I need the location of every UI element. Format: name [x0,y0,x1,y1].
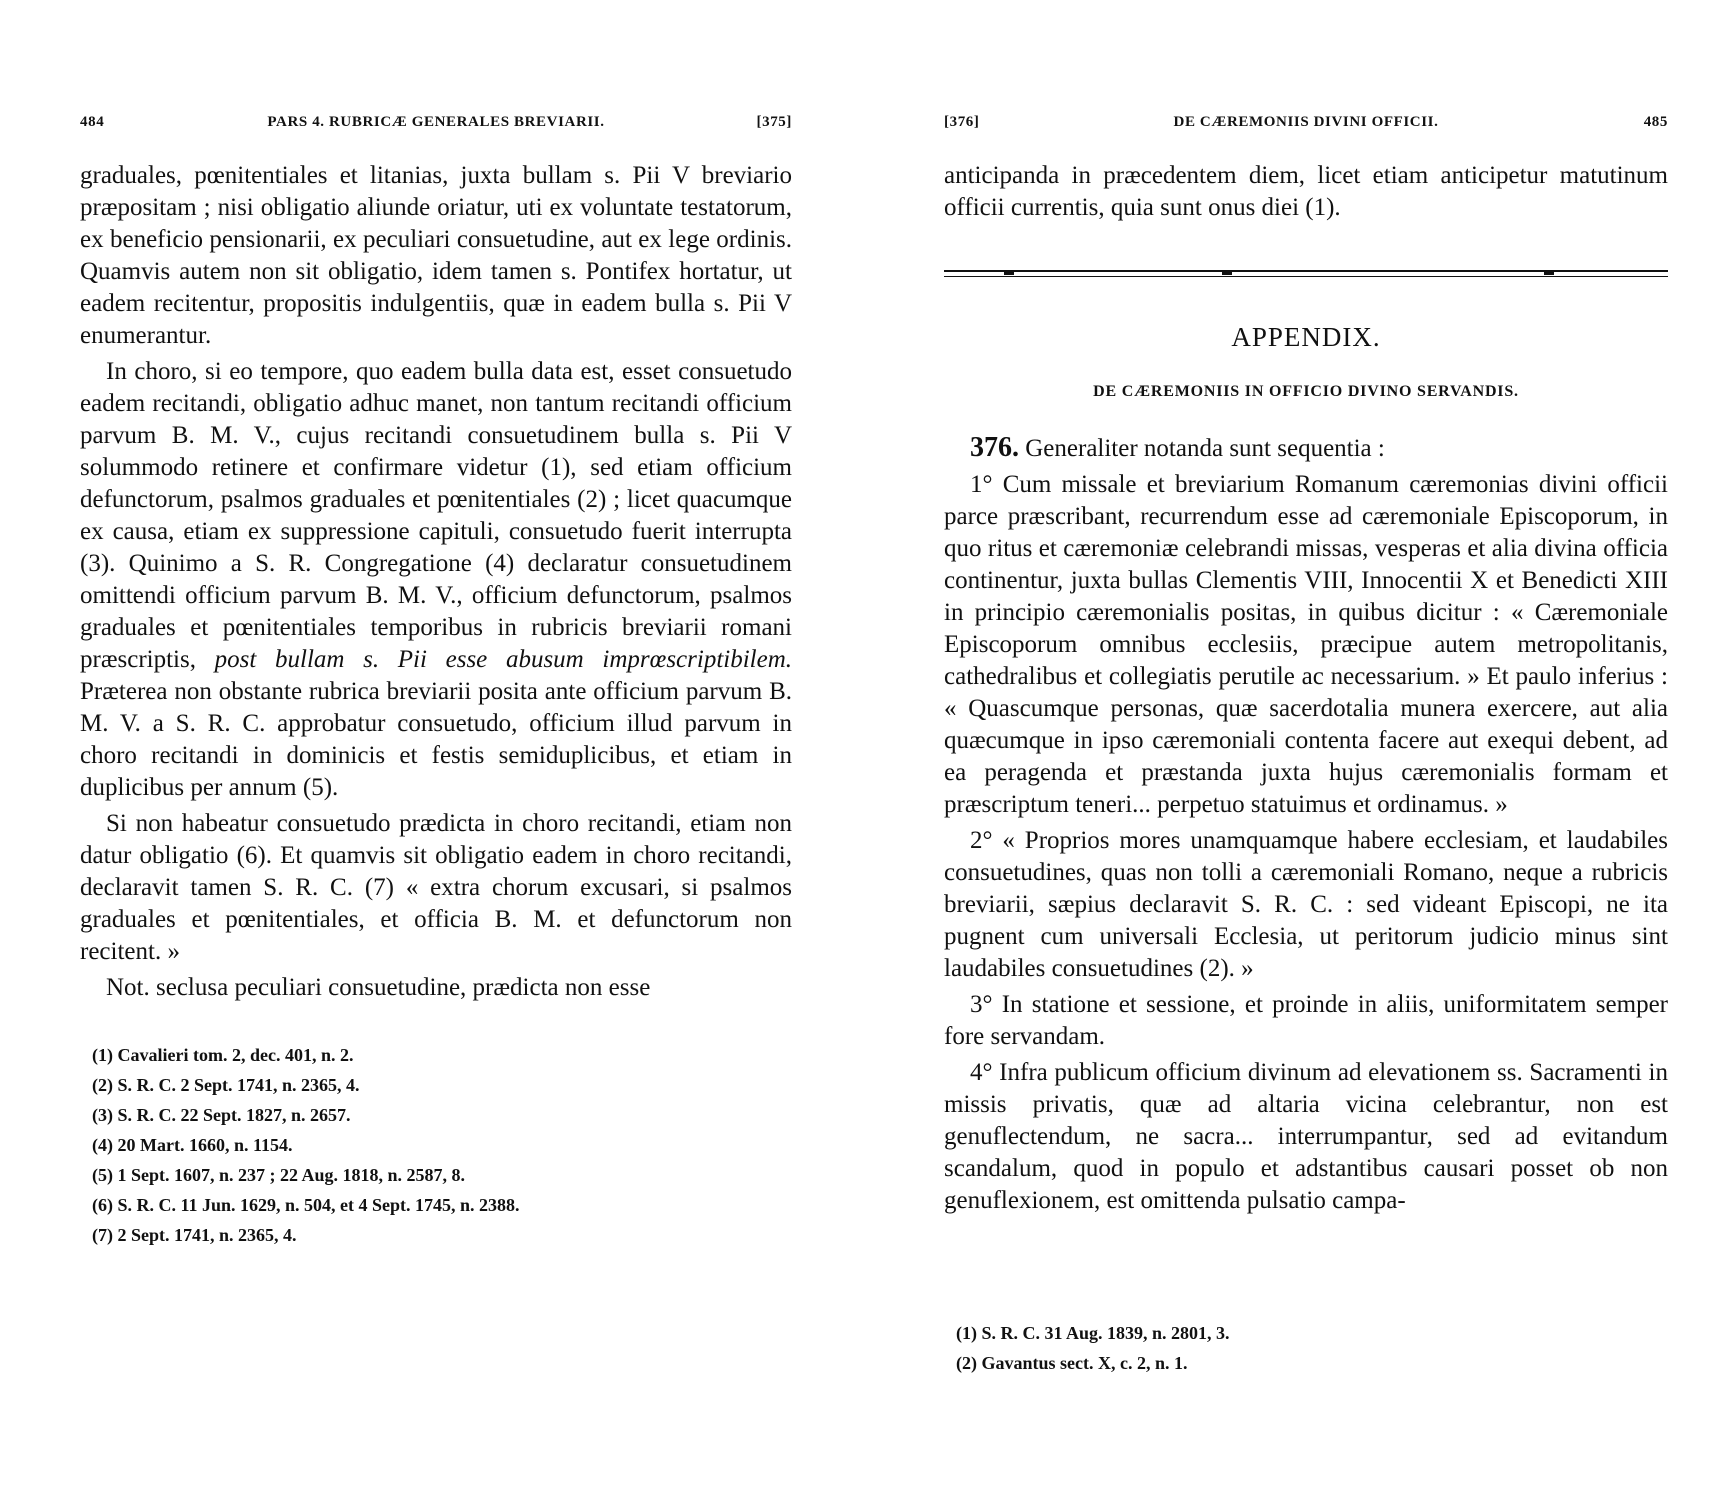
paragraph-text: In choro, si eo tempore, quo eadem bulla data est, esset consuetudo eadem recitandi, obligatio adhuc manet, non tantum recitandi officium parvum B. M. V., cujus recitandi consuetudinem bulla s. Pii V solummodo retinere et confirmare videtur (1), sed etiam officium defunctorum, psalmos graduales et pœnitentiales (2) ; licet quacumque ex causa, etiam ex suppressione capituli, consuetudo fuerit interrupta (3). Quinimo a S. R. Congregatione (4) declaratur consuetudinem omittendi officium parvum B. M. V., officium defunctorum, psalmos graduales et pœnitentiales temporibus in rubricis breviarii romani præscriptis, [80,358,792,673]
paragraph: 1° Cum missale et breviarium Romanum cæremonias divini officii parce præscribant, recurrendum esse ad cæremoniale Episcoporum, in quo ritus et cæremoniæ celebrandi missas, vesperas et alia divina officia continentur, juxta bullas Clementis VIII, Innocentii X et Benedicti XIII in principio cæremonialis positas, in quibus dicitur : « Cæremoniale Episcoporum omnibus ecclesiis, præcipue autem metropolitanis, cathedralibus et collegiatis perutile ac necessarium. » Et paulo inferius : « Quascumque personas, quæ sacerdotalia munera exercere, aut alia quæcumque in ipso cæremoniali contenta facere aut exequi debent, ad ea peragenda et præstanda juxta hujus cæremonialis formam et præscriptum teneri... perpetuo statuimus et ordinamus. » [944,471,1668,818]
right-page-number: 485 [1643,114,1668,130]
left-body-text [80,160,792,1008]
footnote: (7) 2 Sept. 1741, n. 2365, 4. [92,1225,297,1245]
right-opening-text [944,160,1668,228]
right-running-head [944,114,1668,138]
paragraph: Si non habeatur consuetudo prædicta in choro recitandi, etiam non datur obligatio (6). Et quamvis sit obligatio eadem in choro recitandi, declaravit tamen S. R. C. (7) « extra chorum excusari, si psalmos graduales et pœnitentiales, et officia B. M. et defunctorum non recitent. » [80,810,792,965]
left-page-number: 484 [80,114,105,130]
left-footnotes [92,1040,792,1250]
paragraph: 4° Infra publicum officium divinum ad elevationem ss. Sacramenti in missis privatis, quæ ad altaria vicina celebrantur, non est genuflectendum, ne sacra... interrumpantur, sed ad evitandum scandalum, quod in populo et adstantibus causari posset ob non genuflexionem, est omittenda pulsatio campa- [944,1059,1668,1214]
left-section-marker: [375] [756,114,792,130]
left-running-head [80,114,792,138]
ornamental-rule [944,270,1668,280]
paragraph: 3° In statione et sessione, et proinde in aliis, uniformitatem semper fore servandam. [944,991,1668,1050]
footnote: (4) 20 Mart. 1660, n. 1154. [92,1135,293,1155]
paragraph [80,356,792,804]
appendix-title: APPENDIX. [1231,322,1381,352]
footnote: (1) S. R. C. 31 Aug. 1839, n. 2801, 3. [956,1323,1230,1343]
italic-phrase: post bullam s. Pii esse abusum imprœscriptibilem. [214,646,792,673]
right-body-text [944,432,1668,1221]
paragraph: anticipanda in præcedentem diem, licet etiam anticipetur matutinum officii currentis, quia sunt onus diei (1). [944,162,1668,221]
footnote: (5) 1 Sept. 1607, n. 237 ; 22 Aug. 1818, n. 2587, 8. [92,1165,466,1185]
section-heading-paragraph [944,432,1668,465]
paragraph-text: Præterea non obstante rubrica breviarii posita ante officium parvum B. M. V. a S. R. C. approbatur consuetudo, officium illud parvum in choro recitandi in dominicis et festis semiduplicibus, et etiam in duplicibus per annum (5). [80,678,792,801]
right-running-title: DE CÆREMONIIS DIVINI OFFICII. [1173,114,1439,130]
right-section-marker: [376] [944,114,980,130]
section-number: 376. [970,432,1019,463]
footnote: (3) S. R. C. 22 Sept. 1827, n. 2657. [92,1105,351,1125]
appendix-subtitle: DE CÆREMONIIS IN OFFICIO DIVINO SERVANDIS. [1093,383,1519,400]
paragraph: 2° « Proprios mores unamquamque habere ecclesiam, et laudabiles consuetudines, quas non tolli a cæremoniali Romano, neque a rubricis breviarii, sæpius declaravit S. R. C. : sed videant Episcopi, ne ita pugnent cum universali Ecclesia, ut peritorum judicio minus sint laudabiles consuetudines (2). » [944,827,1668,982]
left-running-title: PARS 4. RUBRICÆ GENERALES BREVIARII. [267,114,605,130]
paragraph: graduales, pœnitentiales et litanias, juxta bullam s. Pii V breviario præpositam ; nisi obligatio aliunde oriatur, uti ex voluntate testatorum, ex beneficio pensionarii, ex peculiari consuetudine, aut ex lege ordinis. Quamvis autem non sit obligatio, idem tamen s. Pontifex hortatur, ut eadem recitentur, propositis indulgentiis, quæ in eadem bulla s. Pii V enumerantur. [80,162,792,349]
footnote: (2) S. R. C. 2 Sept. 1741, n. 2365, 4. [92,1075,360,1095]
section-intro: Generaliter notanda sunt sequentia : [1025,435,1385,462]
footnote: (2) Gavantus sect. X, c. 2, n. 1. [956,1353,1188,1373]
paragraph: Not. seclusa peculiari consuetudine, prædicta non esse [106,974,651,1001]
footnote: (1) Cavalieri tom. 2, dec. 401, n. 2. [92,1045,354,1065]
right-footnotes [956,1318,1668,1378]
footnote: (6) S. R. C. 11 Jun. 1629, n. 504, et 4 Sept. 1745, n. 2388. [92,1195,520,1215]
